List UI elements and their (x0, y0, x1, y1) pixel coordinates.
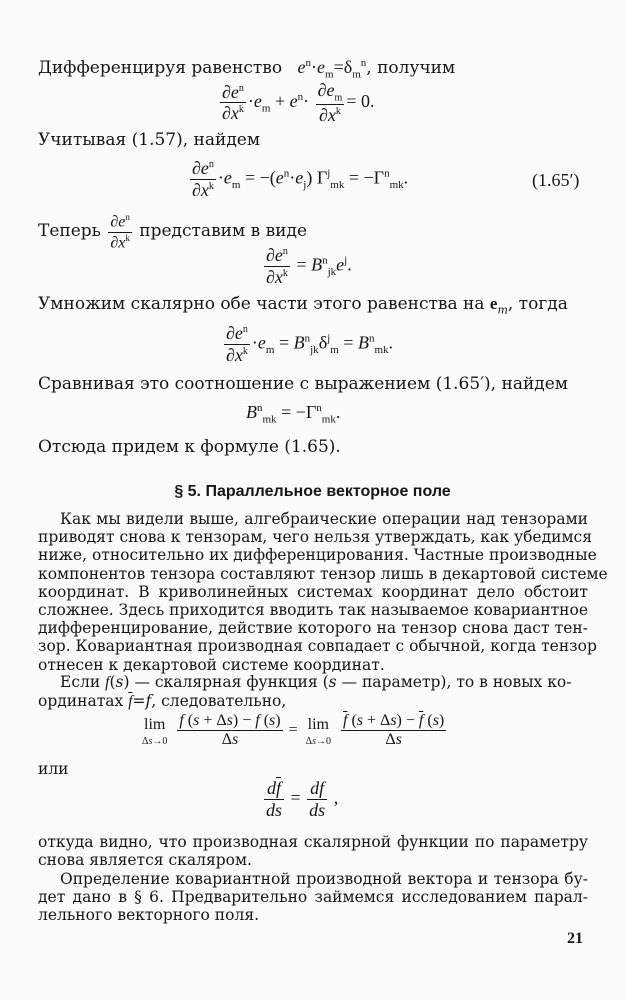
text-line: лельного векторного поля. (38, 906, 260, 925)
text-line: ниже, относительно их дифференцирования. Частные производные (38, 546, 597, 565)
equation-number: (1.65′) (532, 170, 580, 190)
text-line: координат. В криволинейных системах координат дело обстоит (38, 582, 588, 601)
text-line: зор. Ковариантная производная совпадает с обычной, когда тензор (38, 637, 597, 656)
formula-inline: $e^n\cdot e_m=\delta_m^n$ (297, 57, 367, 81)
text-line: Учитывая (1.57), найдем (38, 130, 261, 150)
text-line: снова является скаляром. (38, 851, 252, 869)
equation: $\frac{d\overline{f}}{ds}$ = $\frac{df}{ds}$ , (266, 778, 339, 820)
text-line: Дифференцируя равенство $e^n\cdot e_m=\delta_m^n$, получим (38, 57, 456, 81)
text-line: отнесен к декартовой системе координат. (38, 655, 385, 674)
text-line: Теперь $\frac{\partial e^n}{\partial x^k}$ представим в виде (38, 212, 307, 252)
equation: $B^n_{mk} = -\Gamma^n_{mk}$. (246, 402, 341, 426)
equation: $\frac{\partial e^n}{\partial x^k}$ $\cdot e_m = -(e^n\cdot e_j) \Gamma^j_{mk} = -\Gamma^n_{mk}$. (192, 158, 409, 200)
equation: $\frac{\partial e^n}{\partial x^k}$ = $B^n_{jk}e^j$. (266, 245, 352, 287)
section-heading: § 5. Параллельное векторное поле (174, 483, 451, 500)
equation: $\frac{\partial e^n}{\partial x^k}$ $\cdot e_m = B^n_{jk}\delta^j_m = B^n_{mk}$. (226, 323, 394, 365)
text-line: дет дано в § 6. Предварительно займемся исследованием парал- (38, 888, 588, 907)
text-line: Сравнивая это соотношение с выражением (1.65′), найдем (38, 374, 569, 394)
text-line: Умножим скалярно обе части этого равенства на $e_m$, тогда (38, 294, 568, 317)
text-line: Как мы видели выше, алгебраические операции над тензорами (60, 510, 588, 528)
equation: $\frac{\partial e^n}{\partial x^k}$ $\cdot e_m + e^n\cdot$ $\frac{\partial e_m}{\partial x^k}$ = 0. (222, 80, 375, 126)
text-line: Отсюда придем к формуле (1.65). (38, 437, 341, 457)
text-line: Определение ковариантной производной вектора и тензора бу- (60, 870, 588, 888)
text-line: откуда видно, что производная скалярной функции по параметру (38, 833, 588, 851)
text-line: ординатах $\overline{f}=f$, следовательно, (38, 692, 287, 710)
text-line: дифференцирование, действие которого на тензор снова даст тен- (38, 619, 588, 638)
text-line: компонентов тензора составляют тензор лишь в декартовой системе (38, 564, 608, 583)
text-line: сложнее. Здесь приходится вводить так называемое ковариантное (38, 601, 588, 619)
equation: lim Δs→0 $\frac{f (s + \Delta s) - f (s)}{\Delta s}$ = lim Δs→0 $\frac{\overline{f} (s + \Delta s) - \overline{f} (s)}{\Delta s}$ (142, 712, 445, 749)
text-line: приводят снова к тензорам, чего нельзя утверждать, как убедимся (38, 528, 592, 547)
page-number: 21 (567, 930, 583, 947)
text-line: или (38, 760, 69, 778)
text-line: Если f(s) — скалярная функция (s — параметр), то в новых ко- (60, 673, 572, 691)
